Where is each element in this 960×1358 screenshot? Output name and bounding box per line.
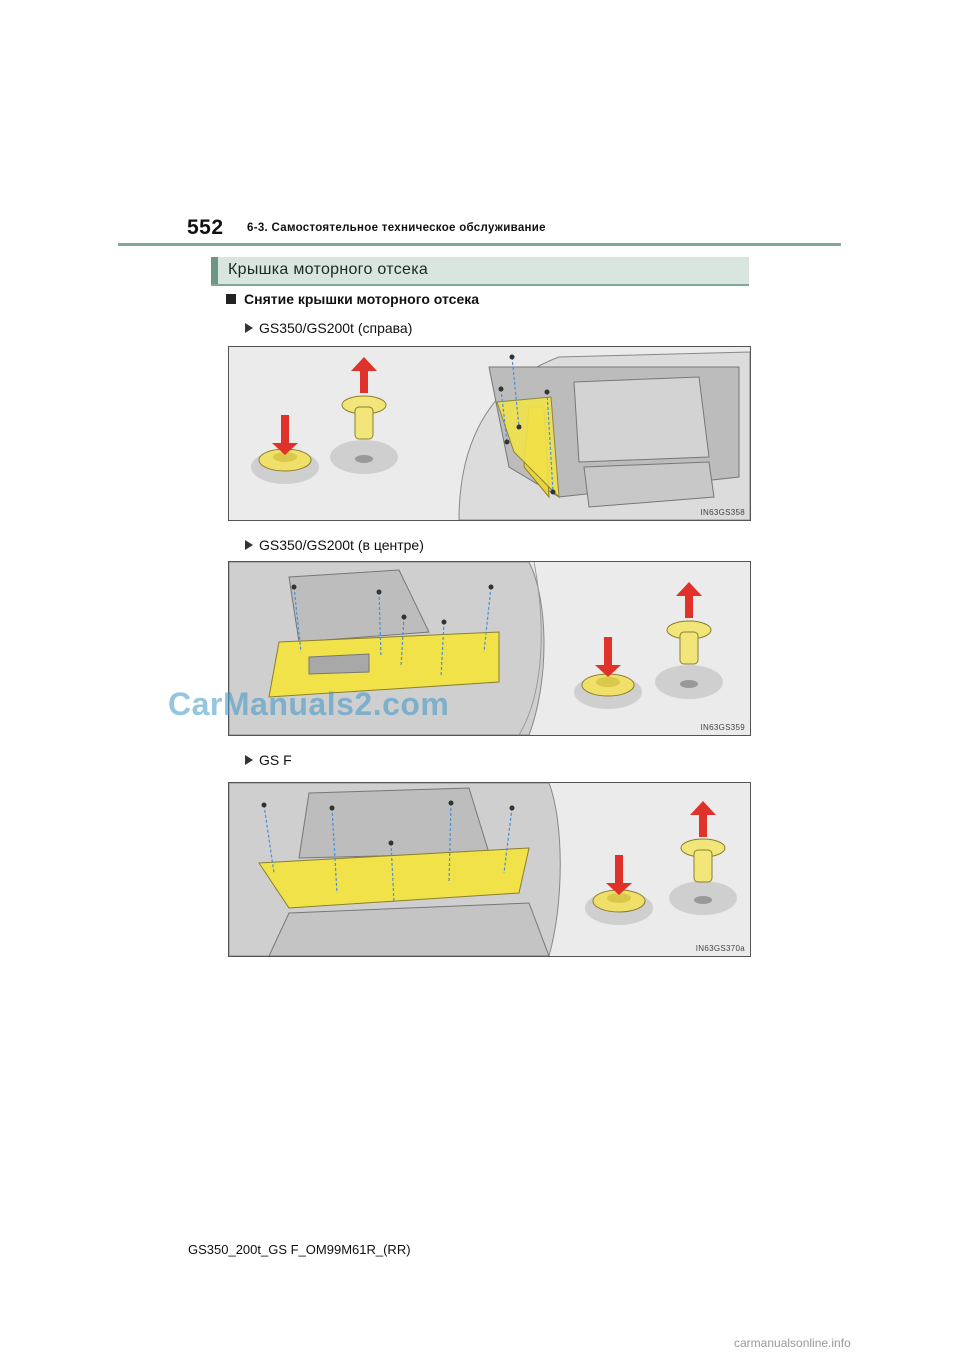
page-number: 552 bbox=[187, 216, 224, 239]
figure-code: IN63GS358 bbox=[700, 508, 745, 517]
engine-cover-right-illustration bbox=[229, 347, 750, 520]
variant-label-3 bbox=[245, 752, 292, 768]
chapter-title: 6-3. Самостоятельное техническое обслуживание bbox=[247, 222, 546, 234]
triangle-bullet-icon bbox=[245, 323, 253, 333]
section-accent bbox=[211, 257, 218, 284]
site-watermark: carmanualsonline.info bbox=[734, 1336, 851, 1350]
figure-engine-cover-gsf bbox=[228, 782, 751, 957]
variant-label-text: GS350/GS200t (справа) bbox=[259, 320, 413, 336]
square-bullet-icon bbox=[226, 294, 236, 304]
subheading-text: Снятие крышки моторного отсека bbox=[244, 291, 480, 307]
subheading bbox=[226, 291, 479, 307]
triangle-bullet-icon bbox=[245, 755, 253, 765]
section-heading-bar bbox=[211, 257, 749, 286]
variant-label-2 bbox=[245, 537, 424, 553]
variant-label-text: GS F bbox=[259, 752, 292, 768]
variant-label-text: GS350/GS200t (в центре) bbox=[259, 537, 424, 553]
engine-cover-gsf-illustration bbox=[229, 783, 750, 956]
watermark-logo: CarManuals2.com bbox=[168, 686, 450, 722]
figure-code: IN63GS359 bbox=[700, 723, 745, 732]
header-divider bbox=[118, 243, 841, 246]
section-title: Крышка моторного отсека bbox=[228, 261, 429, 278]
footer-document-code: GS350_200t_GS F_OM99M61R_(RR) bbox=[188, 1242, 411, 1257]
figure-engine-cover-right bbox=[228, 346, 751, 521]
figure-code: IN63GS370a bbox=[695, 944, 745, 953]
triangle-bullet-icon bbox=[245, 540, 253, 550]
variant-label-1 bbox=[245, 320, 412, 336]
